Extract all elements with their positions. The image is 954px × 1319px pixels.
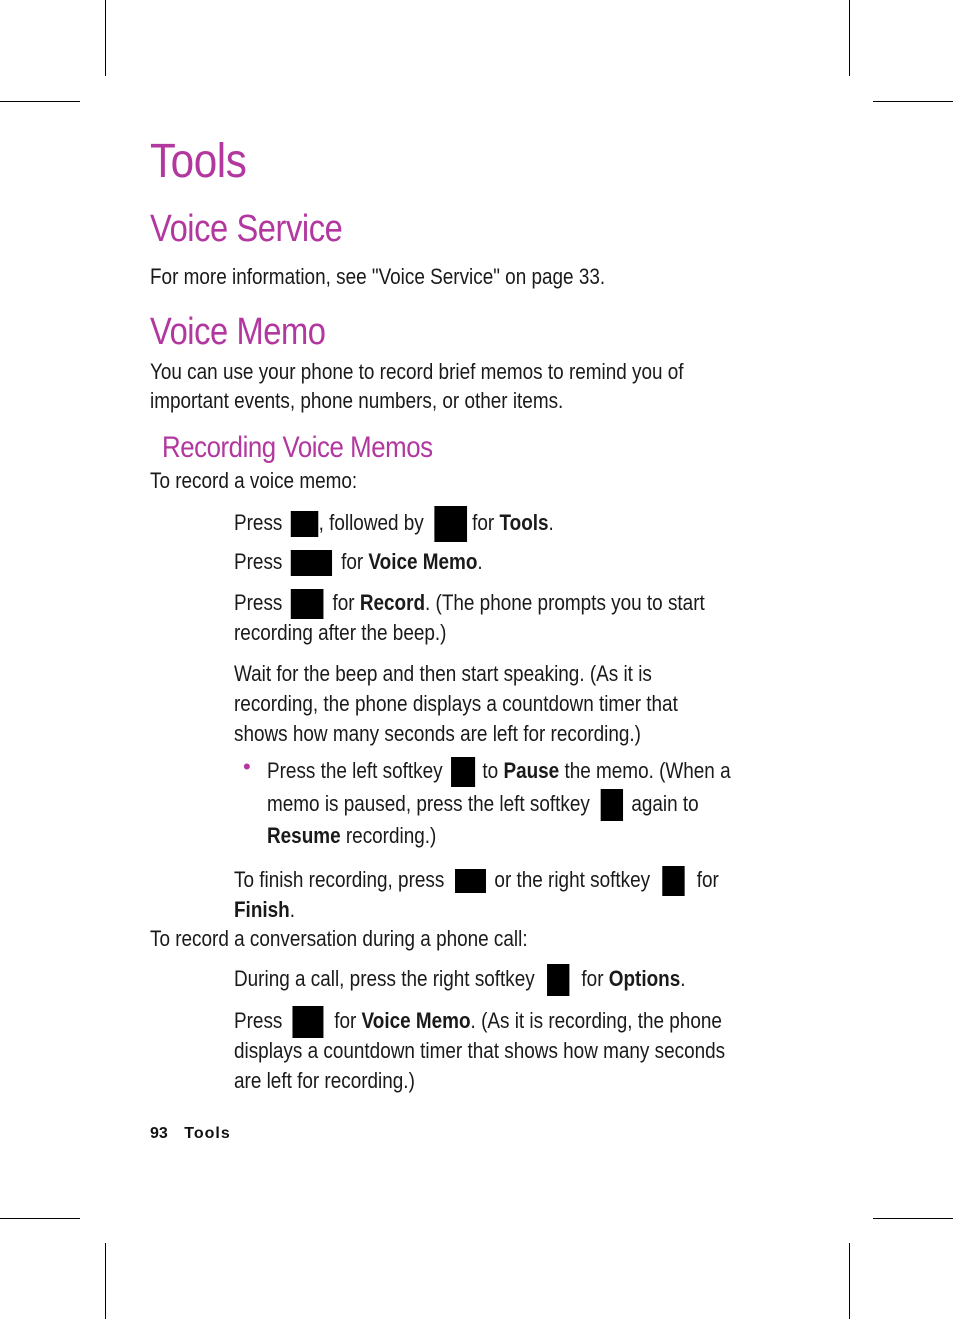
bullet-text-b: to (482, 758, 499, 783)
crop-mark (873, 1218, 953, 1219)
voice-service-heading: Voice Service (150, 208, 343, 250)
step-3-line2: recording after the beep.) (234, 620, 447, 645)
step-1-text-b: , followed by (318, 509, 424, 535)
step-7-rest: . (As it is recording, the phone (470, 1008, 722, 1033)
voice-memo-heading: Voice Memo (150, 311, 326, 353)
bullet-line1 (267, 756, 731, 787)
crop-mark (0, 101, 80, 102)
step-4-line2: recording, the phone displays a countdown timer that (234, 691, 678, 716)
nav-key-icon (291, 589, 324, 619)
footer-section: Tools (184, 1125, 231, 1142)
bullet-line2 (267, 789, 699, 821)
step-7-bold: Voice Memo (361, 1008, 471, 1033)
crop-mark (105, 1243, 106, 1319)
crop-mark (105, 0, 106, 76)
bullet-text-a: Press the left softkey (267, 758, 443, 783)
step-2-text-a: Press (234, 549, 283, 574)
voice-service-text: For more information, see "Voice Service" on page 33. (150, 264, 606, 289)
step-2-text-c: for (341, 549, 364, 574)
step-3-rest: . (The phone prompts you to start (425, 590, 705, 615)
bullet-text-c: the memo. (When a (564, 758, 731, 783)
page-footer (150, 1125, 231, 1143)
step-2-bold: Voice Memo (368, 549, 478, 574)
step-5-text-a: To finish recording, press (234, 867, 445, 892)
left-softkey-icon (600, 789, 622, 821)
page-title: Tools (150, 135, 247, 188)
menu-key-icon (291, 511, 319, 537)
step-1-end: . (548, 509, 554, 535)
step-5-line2 (234, 895, 295, 925)
right-softkey-icon (662, 866, 684, 896)
step-5-bold: Finish (234, 897, 290, 922)
step-1-bold: Tools (499, 509, 549, 535)
crop-mark (849, 0, 850, 76)
step-6-text-c: for (581, 966, 604, 991)
record-intro: To record a voice memo: (150, 468, 358, 493)
record-call-intro: To record a conversation during a phone call: (150, 926, 528, 951)
step-5-line1 (234, 865, 719, 896)
crop-mark (0, 1218, 80, 1219)
step-3-bold: Record (359, 590, 426, 615)
step-3-line1 (234, 588, 705, 619)
bullet-line3-text: recording.) (345, 823, 437, 848)
step-6-bold: Options (608, 966, 681, 991)
bullet-bold-resume: Resume (267, 823, 341, 848)
step-5-end: . (289, 897, 295, 922)
crop-mark (873, 101, 953, 102)
step-1-text-a: Press (234, 509, 283, 535)
step-7-line2: displays a countdown timer that shows how many seconds (234, 1038, 726, 1063)
end-key-icon (455, 869, 486, 893)
bullet-line2-b: again to (631, 791, 699, 816)
page-number: 93 (150, 1125, 168, 1142)
step-2 (234, 547, 483, 577)
step-6-text-a: During a call, press the right softkey (234, 966, 535, 991)
step-5-text-c: for (696, 867, 719, 892)
recording-voice-memos-heading: Recording Voice Memos (162, 431, 433, 464)
nav-key-icon (434, 506, 467, 542)
bullet-bold-pause: Pause (503, 758, 560, 783)
step-3-text-a: Press (234, 590, 283, 615)
step-6 (234, 964, 686, 996)
step-7-line3: are left for recording.) (234, 1068, 415, 1093)
step-3-text-c: for (332, 590, 355, 615)
right-softkey-icon (547, 964, 569, 996)
step-2-end: . (477, 549, 483, 574)
step-1 (234, 506, 554, 542)
step-7-line1 (234, 1006, 722, 1038)
step-4-line1: Wait for the beep and then start speaking. (As it is (234, 661, 652, 686)
bullet-line2-a: memo is paused, press the left softkey (267, 791, 590, 816)
bullet-line3 (267, 821, 436, 851)
nav-key-icon (293, 1006, 324, 1038)
step-4-line3: shows how many seconds are left for recording.) (234, 721, 641, 746)
left-softkey-icon (451, 757, 475, 787)
crop-mark (849, 1243, 850, 1319)
step-6-end: . (680, 966, 686, 991)
nav-key-icon (291, 550, 332, 576)
voice-memo-line2: important events, phone numbers, or other items. (150, 388, 564, 413)
bullet-marker: • (243, 754, 251, 779)
step-7-text-a: Press (234, 1008, 283, 1033)
step-1-text-c: for (472, 509, 495, 535)
voice-memo-line1: You can use your phone to record brief memos to remind you of (150, 359, 684, 384)
step-5-text-b: or the right softkey (494, 867, 651, 892)
step-7-text-c: for (334, 1008, 357, 1033)
